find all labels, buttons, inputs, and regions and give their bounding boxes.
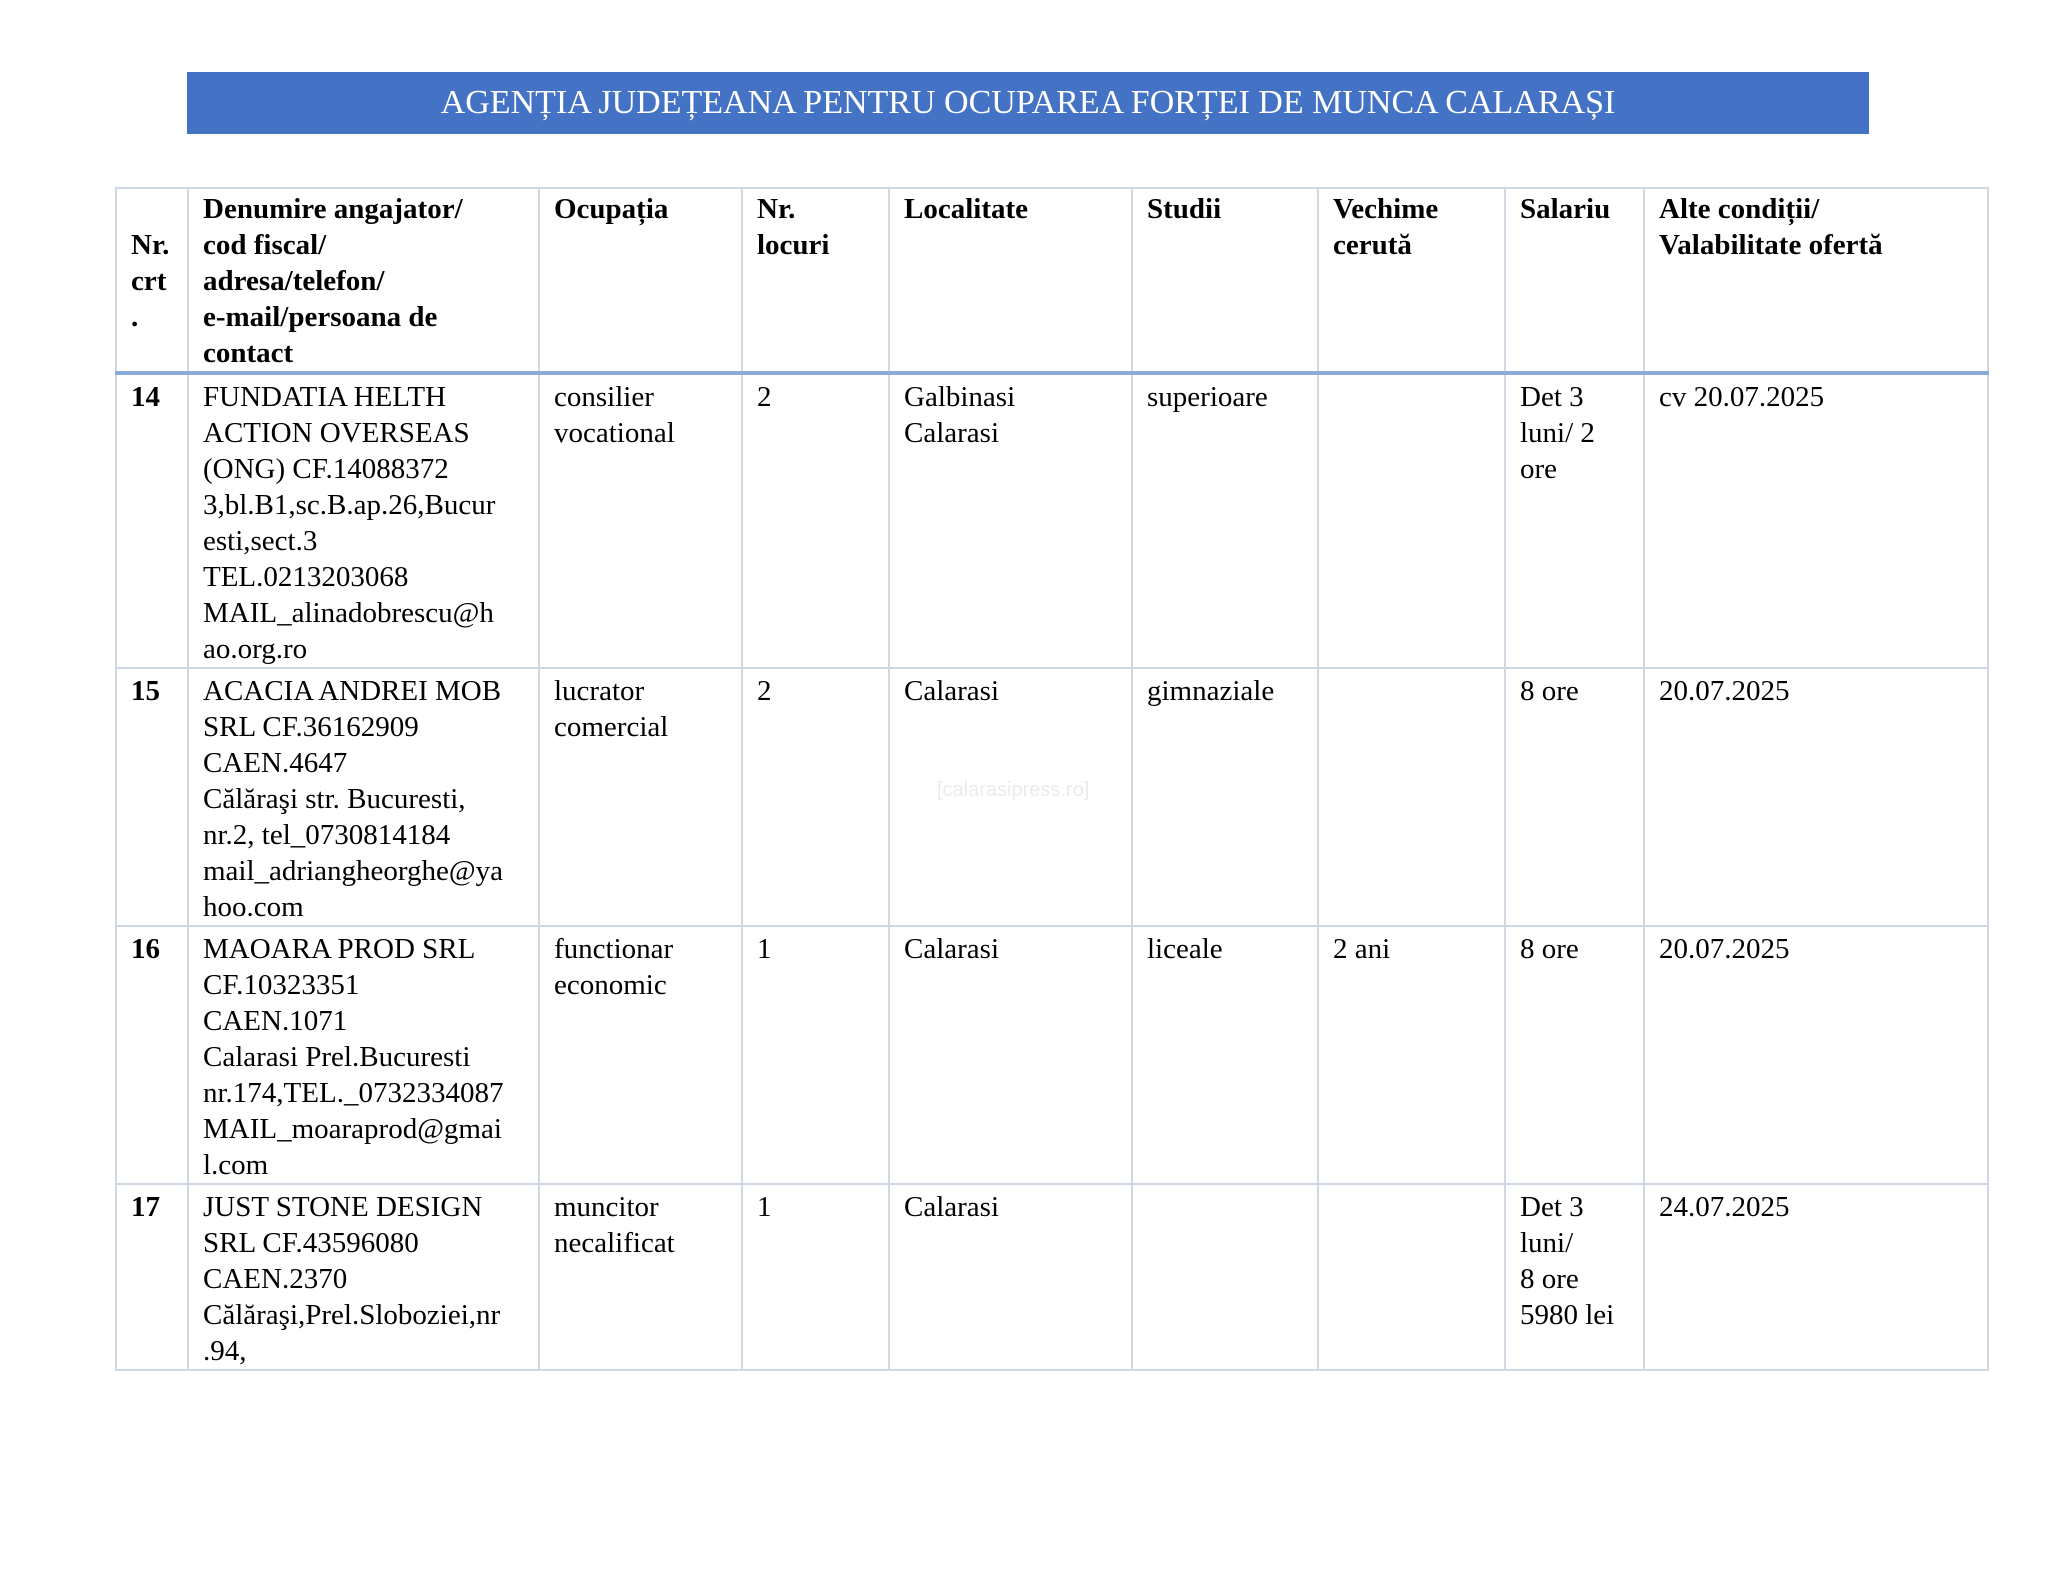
cell-studies: liceale [1132,926,1318,1184]
cell-nr: 17 [116,1184,188,1370]
cell-occupation: muncitor necalificat [539,1184,742,1370]
watermark-text: [calarasipress.ro] [937,779,1090,801]
cell-employer: FUNDATIA HELTH ACTION OVERSEAS (ONG) CF.14088372 3,bl.B1,sc.B.ap.26,Bucur esti,sect.3 TEL.0213203068 MAIL_alinadobrescu@h ao.org.ro [188,373,539,668]
cell-nr: 14 [116,373,188,668]
header-places: Nr. locuri [742,188,889,373]
page-title-banner [187,72,1869,134]
cell-studies: superioare [1132,373,1318,668]
cell-places: 2 [742,373,889,668]
table-header-row [116,188,1988,373]
cell-salary: Det 3 luni/ 2 ore [1505,373,1644,668]
cell-experience: 2 ani [1318,926,1505,1184]
cell-occupation: lucrator comercial [539,668,742,926]
header-experience: Vechime cerută [1318,188,1505,373]
cell-locality: Galbinasi Calarasi [889,373,1132,668]
cell-occupation: consilier vocational [539,373,742,668]
cell-nr: 16 [116,926,188,1184]
cell-places: 2 [742,668,889,926]
header-salary: Salariu [1505,188,1644,373]
cell-nr: 15 [116,668,188,926]
page-title: AGENȚIA JUDEȚEANA PENTRU OCUPAREA FORȚEI DE MUNCA CALARAȘI [440,84,1616,121]
table-row [116,926,1988,1184]
cell-locality: Calarasi [889,926,1132,1184]
cell-locality: Calarasi [889,1184,1132,1370]
cell-experience [1318,373,1505,668]
header-other-conditions: Alte condiții/ Valabilitate ofertă [1644,188,1988,373]
cell-studies [1132,1184,1318,1370]
cell-other-conditions: 20.07.2025 [1644,926,1988,1184]
cell-employer: JUST STONE DESIGN SRL CF.43596080 CAEN.2370 Călăraşi,Prel.Sloboziei,nr .94, [188,1184,539,1370]
cell-salary: Det 3 luni/ 8 ore 5980 lei [1505,1184,1644,1370]
cell-salary: 8 ore [1505,926,1644,1184]
cell-experience [1318,1184,1505,1370]
table-row [116,373,1988,668]
cell-experience [1318,668,1505,926]
header-occupation: Ocupația [539,188,742,373]
cell-other-conditions: 20.07.2025 [1644,668,1988,926]
cell-salary: 8 ore [1505,668,1644,926]
header-studies: Studii [1132,188,1318,373]
cell-employer: ACACIA ANDREI MOB SRL CF.36162909 CAEN.4647 Călăraşi str. Bucuresti, nr.2, tel_0730814184 mail_adriangheorghe@ya hoo.com [188,668,539,926]
cell-studies: gimnaziale [1132,668,1318,926]
header-locality: Localitate [889,188,1132,373]
cell-other-conditions: 24.07.2025 [1644,1184,1988,1370]
cell-occupation: functionar economic [539,926,742,1184]
cell-places: 1 [742,1184,889,1370]
cell-places: 1 [742,926,889,1184]
cell-locality: Calarasi [889,668,1132,926]
cell-employer: MAOARA PROD SRL CF.10323351 CAEN.1071 Calarasi Prel.Bucuresti nr.174,TEL._0732334087 MAIL_moaraprod@gmai l.com [188,926,539,1184]
header-employer: Denumire angajator/ cod fiscal/ adresa/telefon/ e-mail/persoana de contact [188,188,539,373]
cell-other-conditions: cv 20.07.2025 [1644,373,1988,668]
table-row [116,1184,1988,1370]
header-nr-crt: Nr. crt . [116,188,188,373]
